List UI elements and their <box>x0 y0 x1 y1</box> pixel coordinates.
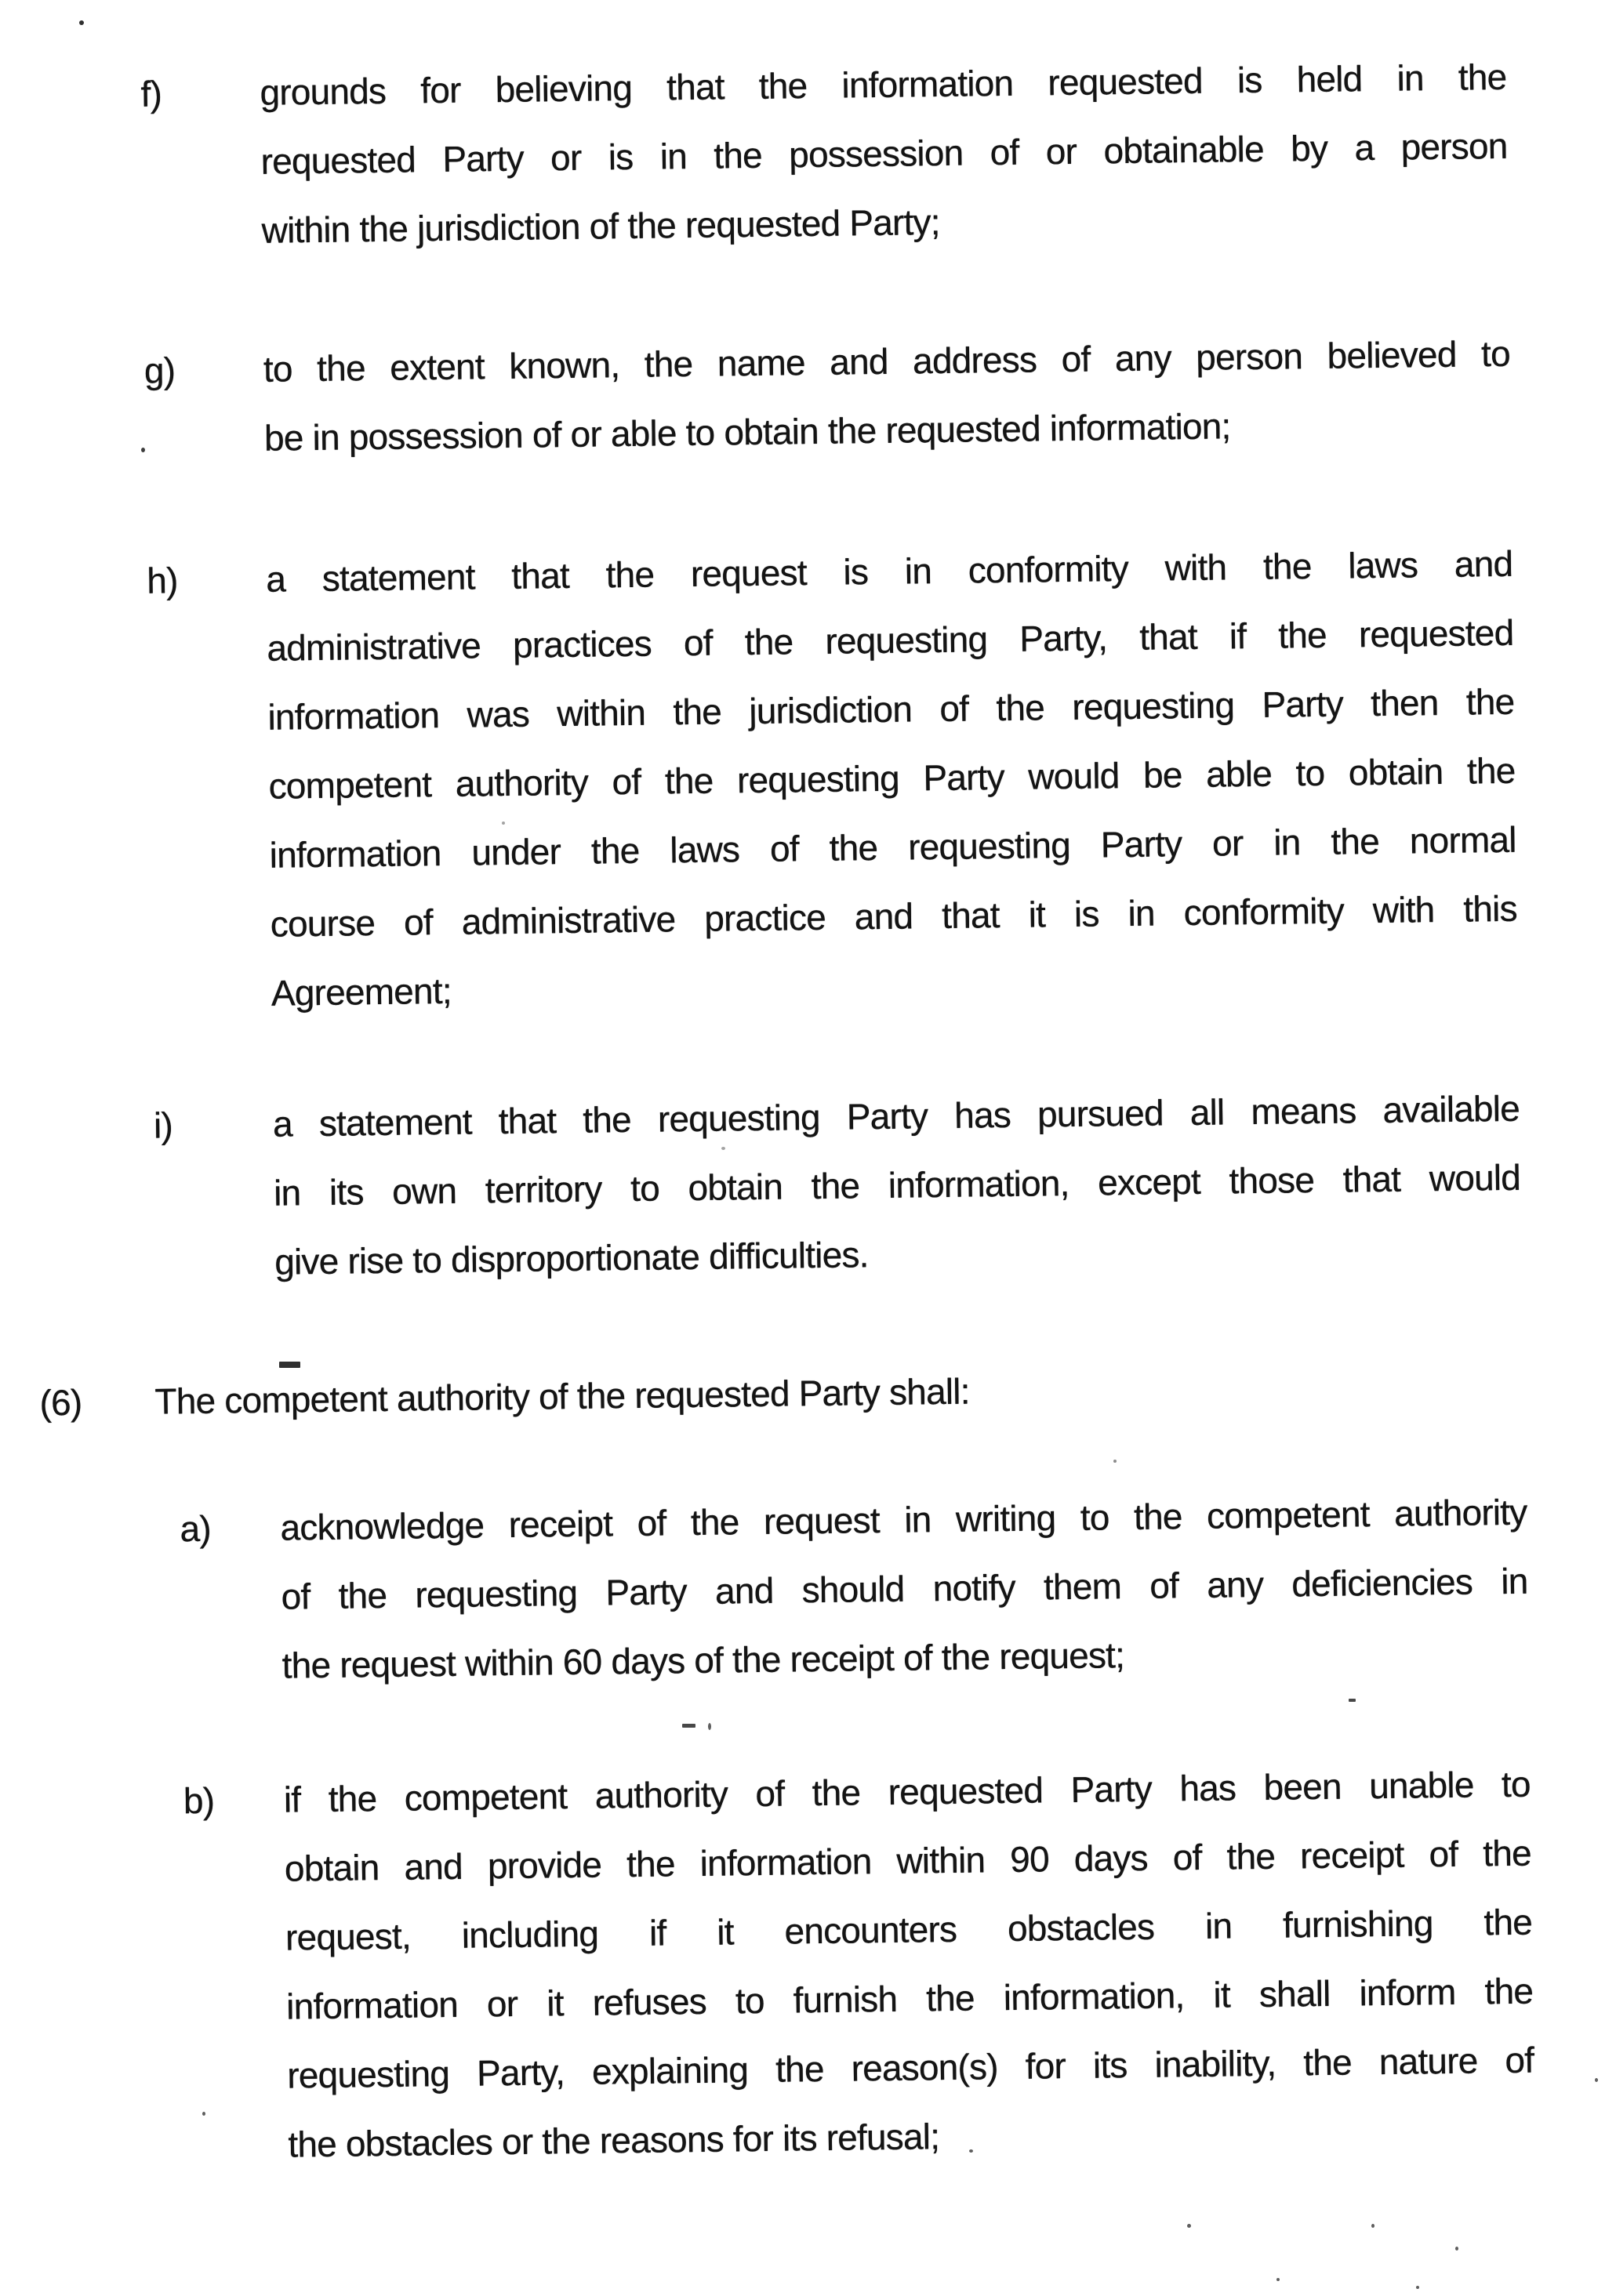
items <box>1 41 1616 2182</box>
text-line: request, including if it encounters obstacles in furnishing the <box>285 1901 1533 1958</box>
item-label: f) <box>140 73 162 114</box>
text-line: in its own territory to obtain the information, except those that would <box>273 1156 1521 1213</box>
item-label: i) <box>153 1104 173 1146</box>
list-item <box>4 317 1616 476</box>
scan-speck <box>279 1362 300 1368</box>
text-line: a statement that the requesting Party has pursued all means available <box>272 1087 1520 1144</box>
text-line: administrative practices of the requesting Party, that if the requested <box>267 611 1514 669</box>
scan-speck <box>79 20 84 25</box>
scan-speck <box>1349 1699 1356 1702</box>
item-label: b) <box>183 1779 215 1822</box>
item-text <box>283 1750 1535 2179</box>
text-line: of the requesting Party and should notify them of any deficiencies in <box>281 1560 1528 1617</box>
text-line: requested Party or is in the possession of or obtainable by a person <box>260 125 1508 182</box>
text-line: if the competent authority of the requested Party has been unable to <box>283 1763 1531 1820</box>
text-line: within the jurisdiction of the requested Party; <box>261 201 940 251</box>
text-line: information under the laws of the requesting Party or in the normal <box>269 818 1516 876</box>
text-line: the request within 60 days of the receipt of the request; <box>281 1634 1125 1686</box>
text-line: grounds for believing that the information requested is held in the <box>260 56 1507 113</box>
text-line: information was within the jurisdiction of the requesting Party then the <box>267 680 1515 738</box>
scan-speck <box>1455 2247 1458 2251</box>
scan-speck <box>141 448 145 452</box>
list-item <box>7 528 1616 1031</box>
list-item <box>17 1347 1616 1437</box>
scan-speck <box>1595 2078 1598 2082</box>
scan-speck <box>708 1723 711 1730</box>
text-line: requesting Party, explaining the reason(s) for its inability, the nature of <box>286 2039 1534 2096</box>
scan-speck <box>1187 2224 1191 2228</box>
text-line: information or it refuses to furnish the information, it shall inform the <box>285 1970 1534 2027</box>
list-item <box>1 41 1616 268</box>
item-text <box>266 529 1519 1028</box>
list-item <box>14 1072 1616 1300</box>
list-item <box>19 1475 1616 1703</box>
text-line: to the extent known, the name and address of any person believed to <box>263 332 1511 390</box>
text-line: be in possession of or able to obtain the requested information; <box>263 405 1231 459</box>
text-line: The competent authority of the requested Party shall: <box>154 1370 970 1422</box>
scan-speck <box>969 2149 973 2153</box>
scan-speck <box>502 822 505 825</box>
text-line: course of administrative practice and that it is in conformity with this <box>270 887 1518 945</box>
scan-speck <box>202 2112 205 2116</box>
item-label: a) <box>180 1507 212 1550</box>
item-text <box>280 1478 1529 1700</box>
scan-speck <box>1113 1460 1117 1463</box>
text-line: acknowledge receipt of the request in writing to the competent authority <box>280 1491 1527 1548</box>
text-line: the obstacles or the reasons for its refusal; <box>288 2116 940 2165</box>
item-label: g) <box>143 350 176 391</box>
text-line: Agreement; <box>271 970 452 1014</box>
scan-speck <box>1371 2224 1375 2228</box>
scan-speck <box>682 1724 695 1728</box>
item-text <box>154 1350 1527 1436</box>
item-text <box>263 319 1511 473</box>
item-label: (6) <box>39 1381 82 1424</box>
text-line: competent authority of the requesting Party would be able to obtain the <box>268 749 1516 807</box>
text-line: obtain and provide the information within 90 days of the receipt of the <box>284 1832 1532 1889</box>
scan-speck <box>1276 2278 1280 2281</box>
scan-speck <box>1416 2286 1419 2289</box>
item-label: h) <box>146 560 178 601</box>
text-line: give rise to disproportionate difficulties. <box>274 1234 869 1282</box>
scan-speck <box>721 1147 725 1150</box>
text-line: a statement that the request is in conformity with the laws and <box>265 542 1513 600</box>
list-item <box>22 1747 1616 2182</box>
item-text <box>260 42 1509 265</box>
item-text <box>272 1074 1521 1297</box>
